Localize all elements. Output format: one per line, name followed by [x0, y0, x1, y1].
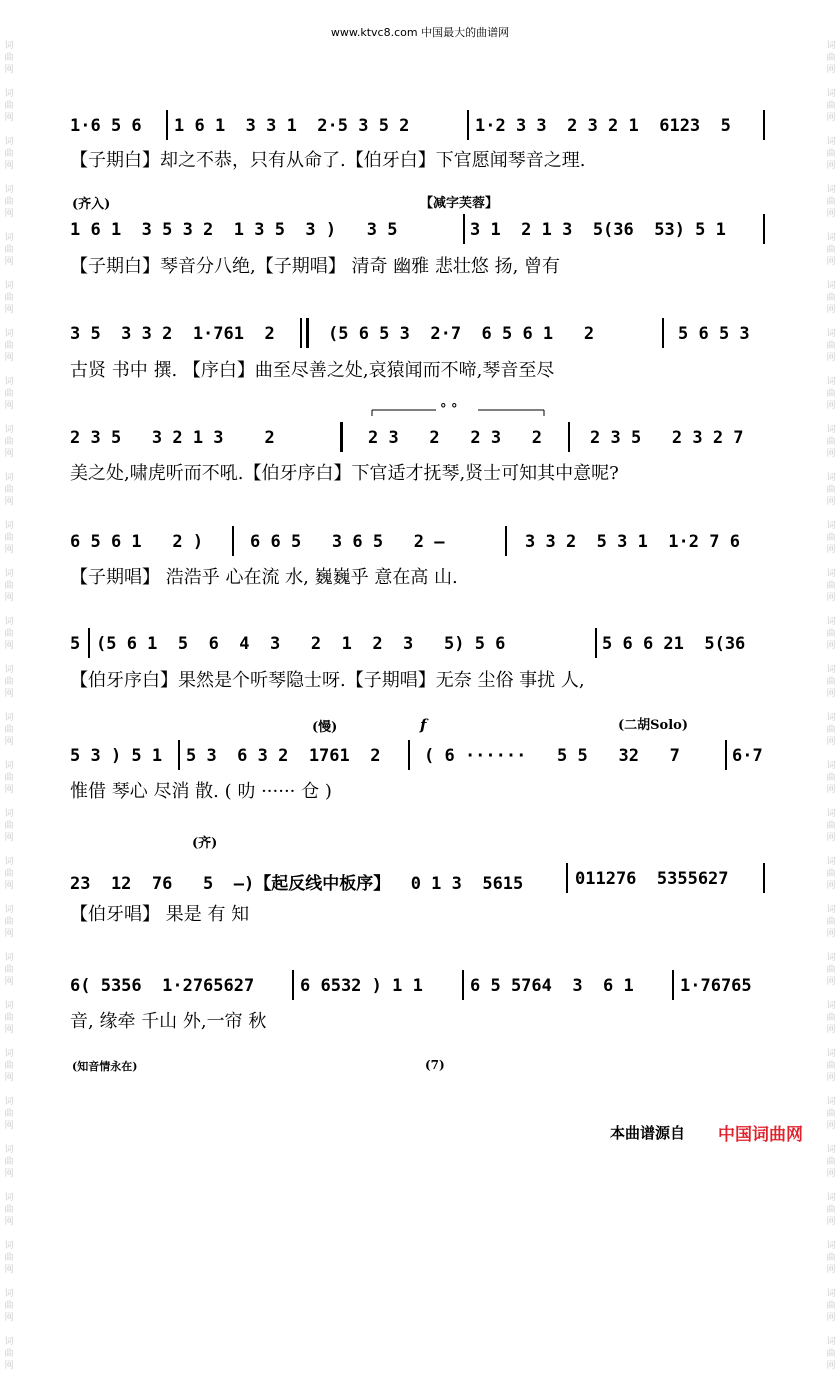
measure: 1 6 1 3 3 1 2·5 3 5 2 — [174, 116, 410, 136]
measure: 1 6 1 3 5 3 2 1 3 5 3 ) 3 5 — [70, 220, 398, 240]
measure: 6 6 5 3 6 5 2 – — [250, 532, 445, 552]
lyrics-row-2: 【子期白】琴音分八绝,【子期唱】 清奇 幽雅 悲壮悠 扬, 曾有 — [70, 256, 561, 277]
measure: 2 3 5 3 2 1 3 2 — [70, 428, 275, 448]
site-name-link[interactable]: 中国词曲网 — [718, 1125, 803, 1145]
side-watermark-right: 词 曲 网 词 曲 网 词 曲 网 词 曲 网 词 曲 网 词 曲 网 词 曲 网 词 曲 网 词 曲 网 词 曲 网 词 曲 网 词 曲 网 词 曲 网 词 曲 网 词 曲 网 词 曲 网 词 曲 网 词 曲 网 词 曲 网 词 曲 网 词 曲 网 词 曲 网 词 曲 网 词 曲 网 词 曲 网 词 曲 网 词 曲 网 词 曲 网 — [826, 41, 836, 1371]
source-label: 本曲谱源自 — [610, 1124, 686, 1142]
notation-row-9 — [70, 970, 770, 1004]
measure: ( 6 ······ 5 5 32 7 — [424, 746, 680, 766]
annotation-repeat-marks: ° ° — [440, 402, 458, 417]
notation-row-4 — [70, 422, 770, 456]
measure: (5 6 5 3 2·7 6 5 6 1 2 — [328, 324, 595, 344]
measure: 5 6 6 21 5(36 — [602, 634, 746, 654]
measure: 1·76765 — [680, 976, 752, 996]
annotation-forte: f — [420, 716, 427, 734]
measure: (5 6 1 5 6 4 3 2 1 2 3 5) 5 6 — [96, 634, 506, 654]
measure: 2 3 2 2 3 2 — [368, 428, 542, 448]
song-title: (知音情永在) — [72, 1060, 138, 1073]
measure: 3 5 3 3 2 1·761 2 — [70, 324, 275, 344]
measure: 011276 5355627 — [575, 869, 729, 889]
notation-row-8 — [70, 863, 770, 897]
annotation-erhu-solo: (二胡Solo) — [618, 718, 688, 733]
measure: 5 — [70, 634, 81, 654]
measure: 23 12 76 5 –)【起反线中板序】 0 1 3 5615 — [70, 874, 524, 894]
measure: 3 1 2 1 3 5(36 53) 5 1 — [470, 220, 726, 240]
notation-row-7 — [70, 740, 770, 774]
measure: 5 6 5 3 — [678, 324, 750, 344]
page-number: (7) — [425, 1058, 445, 1072]
header-url: www.ktvc8.com 中国最大的曲谱网 — [330, 26, 510, 39]
measure: 1·2 3 3 2 3 2 1 6123 5 — [475, 116, 731, 136]
measure: 2 3 5 2 3 2 7 — [590, 428, 744, 448]
measure: 3 3 2 5 3 1 1·2 7 6 — [525, 532, 740, 552]
annotation-man: (慢) — [312, 720, 338, 735]
measure: 6 6532 ) 1 1 — [300, 976, 423, 996]
measure: 5 3 6 3 2 1761 2 — [186, 746, 381, 766]
lyrics-row-6: 【伯牙序白】果然是个听琴隐士呀.【子期唱】无奈 尘俗 事扰 人, — [70, 670, 585, 691]
measure: 6 5 5764 3 6 1 — [470, 976, 634, 996]
lyrics-row-5: 【子期唱】 浩浩乎 心在流 水, 巍巍乎 意在高 山. — [70, 567, 458, 588]
lyrics-row-4: 美之处,啸虎听而不吼.【伯牙序白】下官适才抚琴,贤士可知其中意呢? — [70, 463, 619, 484]
measure: 6·7 — [732, 746, 763, 766]
lyrics-row-1: 【子期白】却之不恭，只有从命了.【伯牙白】下官愿闻琴音之理. — [70, 150, 586, 171]
side-watermark-left: 词 曲 网 词 曲 网 词 曲 网 词 曲 网 词 曲 网 词 曲 网 词 曲 网 词 曲 网 词 曲 网 词 曲 网 词 曲 网 词 曲 网 词 曲 网 词 曲 网 词 曲 网 词 曲 网 词 曲 网 词 曲 网 词 曲 网 词 曲 网 词 曲 网 词 曲 网 词 曲 网 词 曲 网 词 曲 网 词 曲 网 词 曲 网 词 曲 网 — [4, 41, 14, 1371]
lyrics-row-7: 惟借 琴心 尽消 散. ( 叻 ······ 仓 ) — [70, 781, 332, 802]
annotation-qi: (齐) — [192, 836, 218, 851]
lyrics-row-9: 音, 缘牵 千山 外,一帘 秋 — [70, 1011, 267, 1032]
measure: 5 3 ) 5 1 — [70, 746, 163, 766]
measure: 1·6 5 6 — [70, 116, 142, 136]
notation-row-5 — [70, 526, 770, 560]
lyrics-row-3: 古贤 书中 撰. 【序白】曲至尽善之处,哀猿闻而不啼,琴音至尽 — [70, 360, 555, 381]
measure: 6 5 6 1 2 ) — [70, 532, 204, 552]
annotation-qi-ru: (齐入) — [72, 197, 111, 212]
notation-row-6 — [70, 628, 770, 662]
annotation-jian-zi: 【减字芙蓉】 — [420, 196, 499, 211]
measure: 6( 5356 1·2765627 — [70, 976, 255, 996]
lyrics-row-8: 【伯牙唱】 果是 有 知 — [70, 904, 250, 925]
